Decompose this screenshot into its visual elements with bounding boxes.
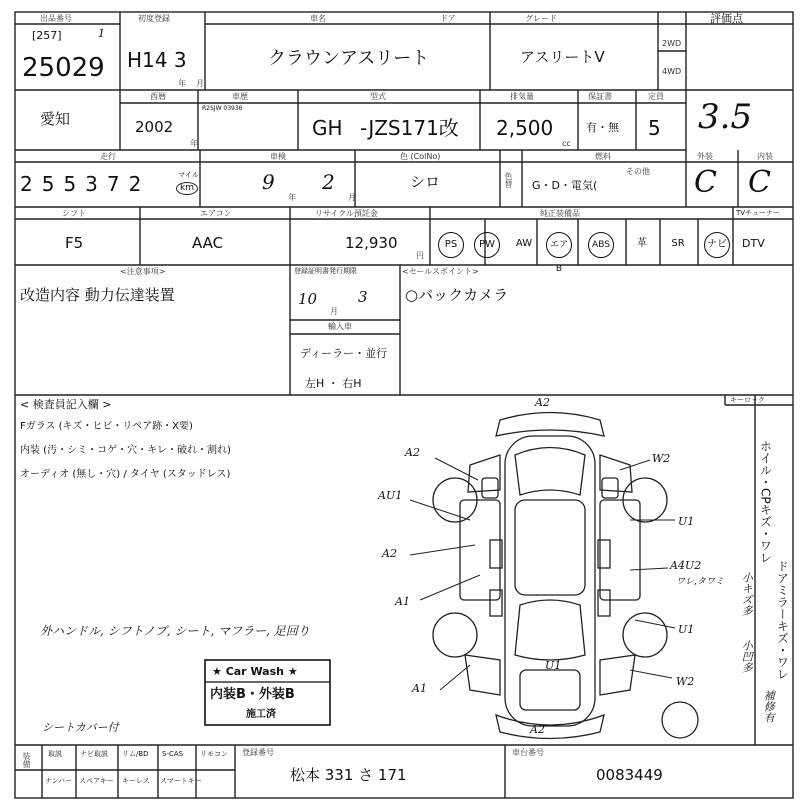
area: 愛知 <box>40 110 71 128</box>
seat-cover-note: シートカバー付 <box>42 721 119 734</box>
reg-label: 車歴 <box>232 92 248 101</box>
first-reg-year-unit: 年 <box>178 79 186 88</box>
equip-footer-label: 装備 <box>22 752 31 768</box>
plate-label: 登録番号 <box>242 748 274 757</box>
footer-rim: リム/BD <box>122 750 149 758</box>
reg-note: R2SJW 03936 <box>202 105 243 112</box>
mark-trunk: U1 <box>545 659 562 672</box>
engine-cc: 2,500 <box>496 116 554 140</box>
vin-label: 車台番号 <box>512 748 544 757</box>
warranty-label: 保証書 <box>588 92 612 101</box>
mark-left-rear-door: A2 <box>382 547 397 560</box>
inspection-title: < 検査員記入欄 > <box>20 398 112 411</box>
plate-number: 松本 331 さ 171 <box>290 766 407 784</box>
interior-grade: C <box>748 165 771 200</box>
import-type: ディーラー・並行 <box>300 347 388 360</box>
deadline-month-unit: 月 <box>330 307 338 316</box>
repair-note: 補修有 <box>762 690 776 723</box>
score-label: 評価点 <box>710 12 743 25</box>
equip-navi: ナビ <box>704 232 730 258</box>
model-label: 型式 <box>370 92 386 101</box>
footer-smart-key: スマートキー <box>160 777 202 785</box>
grade: アスリートV <box>520 48 605 66</box>
lot-number: 25029 <box>22 53 105 83</box>
equip-leather: 革 <box>637 238 647 249</box>
sales-label: <セールスポイント> <box>402 267 479 276</box>
keylock-label: キーロック <box>730 396 765 404</box>
equipment-label: 純正装備品 <box>540 209 580 218</box>
vin: 0083449 <box>596 766 663 784</box>
exterior-label: 外装 <box>697 152 713 161</box>
mileage-label: 走行 <box>100 152 116 161</box>
notes: 改造内容 動力伝達装置 <box>20 286 175 304</box>
mark-rear: A2 <box>530 723 545 736</box>
equip-aw: AW <box>515 238 533 249</box>
drive-4wd: 4WD <box>662 67 682 76</box>
tuner: DTV <box>742 237 765 250</box>
mark-right-rear-note: ワレ,タワミ <box>676 577 724 587</box>
air-conditioner: AAC <box>192 234 224 252</box>
footer-scas: S-CAS <box>162 750 184 758</box>
mark-left-front: A2 <box>405 446 420 459</box>
model-prefix: GH <box>312 116 343 140</box>
carwash-grade: 内装B・外装B <box>210 687 295 702</box>
score: 3.5 <box>698 97 753 137</box>
mark-right-rear-door: A4U2 <box>670 559 702 572</box>
lot-code: [257] <box>32 29 62 42</box>
mirror-note: ドアミラーキズ・ワレ <box>775 560 790 680</box>
recycle-fee: 12,930 <box>345 234 398 252</box>
drive-2wd: 2WD <box>662 39 682 48</box>
small-scratch-note: 小キズ多 <box>740 572 754 616</box>
carwash-done: 施工済 <box>246 709 276 720</box>
inspection-month: 2 <box>322 170 335 194</box>
first-reg-month-unit: 月 <box>196 79 204 88</box>
equip-airbag: エアB <box>546 232 572 258</box>
door-label: ドア <box>440 14 456 23</box>
first-reg: H14 3 <box>127 48 187 72</box>
equip-ps: PS <box>438 232 464 258</box>
color-change-label: 色替 <box>504 172 513 188</box>
footer-keyless: キーレス <box>122 777 150 785</box>
mark-left-sill: A1 <box>395 595 410 608</box>
car-name-label: 車名 <box>310 14 326 23</box>
model-year: 2002 <box>135 118 174 136</box>
inspection-label: 車検 <box>270 152 286 161</box>
mile-unit: マイル <box>178 171 199 179</box>
glass-condition: Fガラス (キズ・ヒビ・リペア跡・X要) <box>20 421 193 432</box>
mileage: 255372 <box>20 172 151 196</box>
equip-pw: PW <box>474 232 500 258</box>
lot-label: 出品番号 <box>40 14 72 23</box>
footer-spare-key: スペアキー <box>79 777 114 785</box>
interior-label: 内装 <box>757 152 773 161</box>
wheel-note: ホイル・CPキズ・ワレ <box>758 440 773 564</box>
equip-sunroof: SR <box>671 238 685 249</box>
color: シロ <box>410 173 441 191</box>
interior-condition: 内装 (汚・シミ・コゲ・穴・キレ・破れ・割れ) <box>20 445 231 456</box>
color-label: 色 (ColNo) <box>400 152 441 161</box>
deadline-month: 10 <box>298 290 318 308</box>
inspection-month-unit: 月 <box>348 193 356 202</box>
fuel-label: 燃料 <box>595 152 611 161</box>
footer-manual: 取説 <box>48 750 62 758</box>
fuel-other-label: その他 <box>626 167 650 176</box>
audio-tire-condition: オーディオ (無し・穴) / タイヤ (スタッドレス) <box>20 469 231 480</box>
recycle-label: リサイクル預託金 <box>315 209 378 218</box>
mark-right-wheel: U1 <box>678 623 695 636</box>
mark-front: A2 <box>535 396 550 409</box>
km-unit: km <box>176 182 198 195</box>
deadline-label: 登録証明書発行期限 <box>294 267 357 275</box>
inspection-year: 9 <box>262 170 275 194</box>
notes-label: <注意事項> <box>120 267 166 276</box>
capacity-label: 定員 <box>648 92 664 101</box>
lot-code-note: 1 <box>98 27 105 40</box>
model-year-unit: 年 <box>190 139 198 148</box>
car-name: クラウンアスリート <box>268 48 430 69</box>
mark-right-front-door: U1 <box>678 515 695 528</box>
year-label: 西暦 <box>150 92 166 101</box>
inspection-year-unit: 年 <box>288 193 296 202</box>
handwritten-notes: 外ハンドル, シフトノブ, シート, マフラー, 足回り <box>40 624 310 638</box>
equip-abs: ABS <box>588 232 614 258</box>
mark-left-front-door: AU1 <box>378 489 403 502</box>
cc-unit: cc <box>562 139 571 148</box>
shift: F5 <box>65 234 84 252</box>
tuner-label: TVチューナー <box>736 209 780 217</box>
footer-number: ナンバー <box>45 777 73 785</box>
grade-label: グレード <box>525 14 557 23</box>
model-code: -JZS171改 <box>360 116 459 140</box>
sales-point: ○バックカメラ <box>405 286 509 304</box>
cc-label: 排気量 <box>510 92 534 101</box>
warranty: 有・無 <box>586 121 619 134</box>
capacity: 5 <box>648 116 661 140</box>
steering: 左H ・ 右H <box>305 377 362 390</box>
fuel: G・D・電気( <box>532 179 598 192</box>
mark-left-rear: A1 <box>412 682 427 695</box>
recycle-unit: 円 <box>416 251 424 260</box>
footer-navi-manual: ナビ取説 <box>80 750 108 758</box>
import-label: 輸入車 <box>328 322 352 331</box>
first-reg-label: 初度登録 <box>138 14 170 23</box>
small-dent-note: 小凹多 <box>740 640 754 673</box>
mark-right-rear: W2 <box>676 675 695 688</box>
ac-label: エアコン <box>200 209 232 218</box>
deadline-day: 3 <box>358 288 368 306</box>
exterior-grade: C <box>694 165 717 200</box>
mark-right-front: W2 <box>652 452 671 465</box>
shift-label: シフト <box>62 209 86 218</box>
carwash-title: ★ Car Wash ★ <box>212 665 298 678</box>
footer-remote: リモコン <box>200 750 228 758</box>
